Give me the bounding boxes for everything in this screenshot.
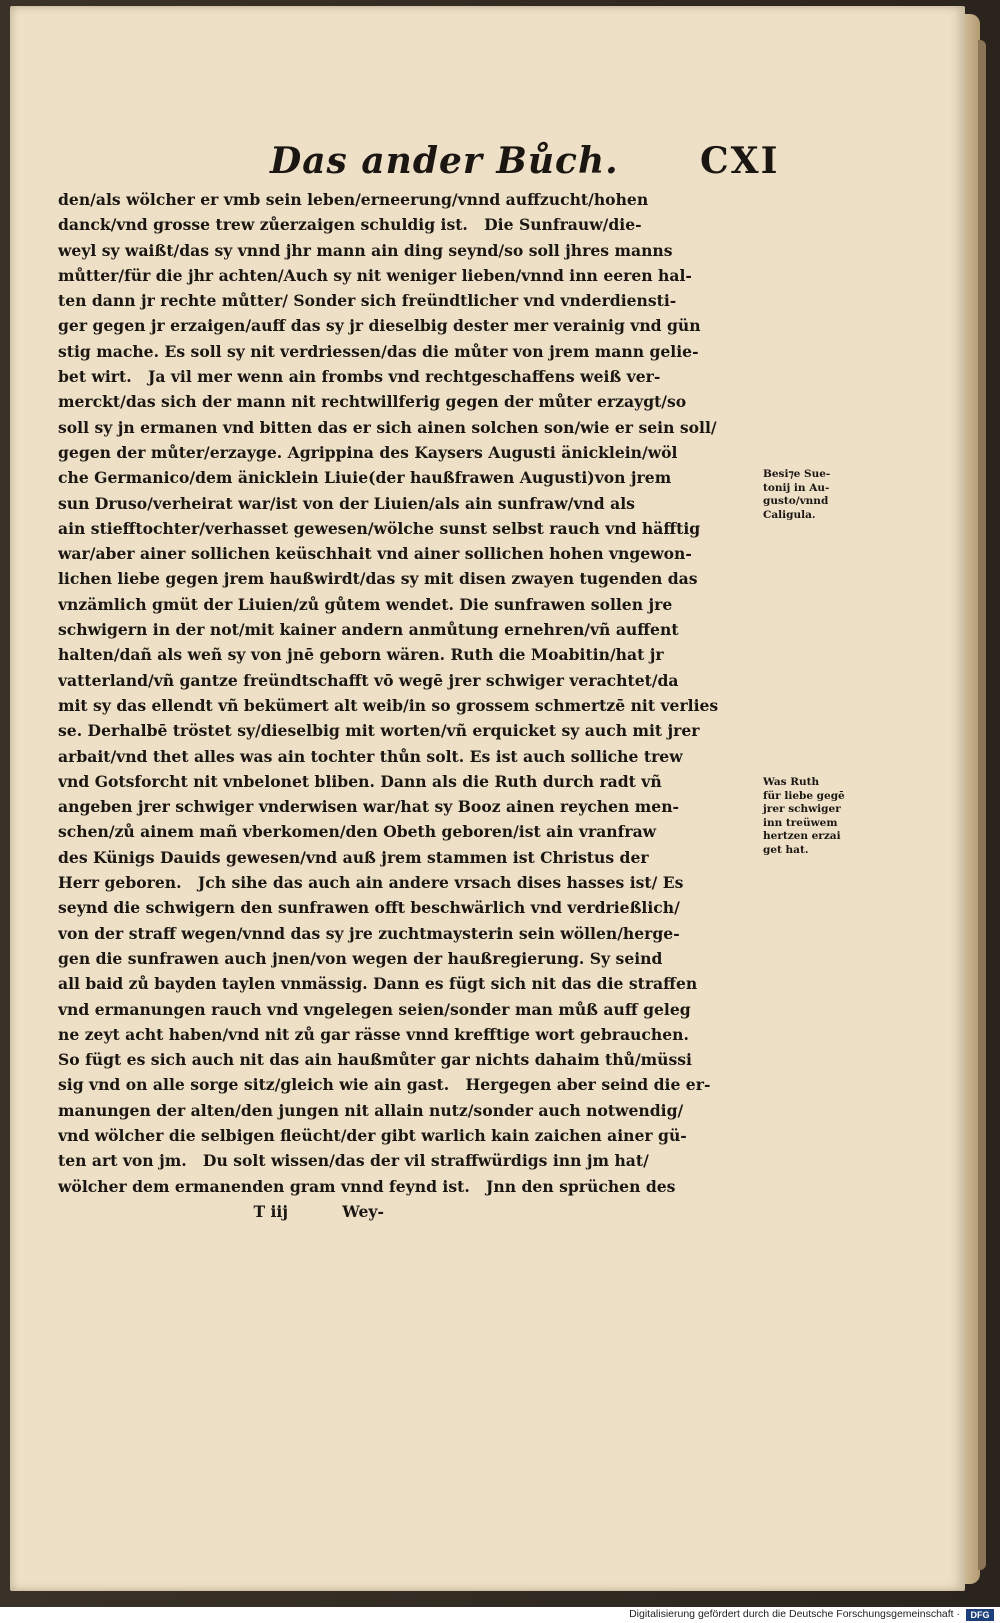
dfg-logo: DFG [966, 1609, 994, 1621]
text-line: seynd die schwigern den sunfrawen offt beschwärlich vnd verdrießlich/ [58, 898, 680, 918]
margin-note-line: gusto/vnnd [763, 495, 829, 507]
margin-note-line: get hat. [763, 843, 809, 856]
margin-note-line: jrer schwiger [763, 803, 841, 815]
text-line: arbait/vnd thet alles was ain tochter thůn solt. Es ist auch solliche trew [58, 746, 683, 766]
text-line: danck/vnd grosse trew zůerzaigen schuldig ist. Die Sunfrauw/die- [58, 215, 642, 235]
text-line: vatterland/vñ gantze freündtschafft vō wegē jrer schwiger verachtet/da [58, 670, 679, 690]
text-line: vnd ermanungen rauch vnd vngelegen seien/sonder man můß auff geleg [58, 999, 691, 1019]
text-line: den/als wölcher er vmb sein leben/erneerung/vnnd auffzucht/hohen [58, 190, 649, 209]
text-line: vnd Gotsforcht nit vnbelonet bliben. Dann als die Ruth durch radt vñ [58, 771, 662, 791]
margin-note-ruth [763, 776, 861, 857]
text-line: gen die sunfrawen auch jnen/von wegen der haußregierung. Sy seind [58, 948, 663, 968]
text-line: ne zeyt acht haben/vnd nit zů gar rässe vnnd krefftige wort gebrauchen. [58, 1024, 689, 1044]
text-line: ten dann jr rechte můtter/ Sonder sich freündtlicher vnd vnderdiensti- [58, 291, 677, 311]
margin-note-suetonius [763, 468, 861, 522]
text-line: T iij Wey- [58, 1201, 384, 1221]
margin-note-line: hertzen erzai [763, 830, 841, 842]
margin-note-line: tonij in Au- [763, 481, 830, 494]
text-line: von der straff wegen/vnnd das sy jre zuchtmaysterin sein wöllen/herge- [58, 923, 680, 943]
text-line: se. Derhalbē tröstet sy/dieselbig mit worten/vñ erquicket sy auch mit jrer [58, 721, 700, 741]
text-line: mit sy das ellendt vñ bekümert alt weib/in so grossem schmertzē nit verlies [58, 695, 719, 715]
text-line: all baid zů bayden taylen vnmässig. Dann es fügt sich nit das die straffen [58, 974, 698, 994]
text-line: merckt/das sich der mann nit rechtwillferig gegen der můter erzaygt/so [58, 392, 687, 412]
text-line: halten/dañ als weñ sy von jnē geborn wären. Ruth die Moabitin/hat jr [58, 645, 664, 665]
text-line: angeben jrer schwiger vnderwisen war/hat sy Booz ainen reychen men- [58, 797, 680, 817]
text-line: ger gegen jr erzaigen/auff das sy jr dieselbig dester mer verainig vnd gün [58, 316, 701, 336]
text-line: lichen liebe gegen jrem haußwirdt/das sy mit disen zwayen tugenden das [58, 569, 698, 589]
text-line: So fügt es sich auch nit das ain haußmůter gar nichts dahaim thů/müssi [58, 1050, 692, 1070]
text-line: soll sy jn ermanen vnd bitten das er sich ainen solchen son/wie er sein soll/ [58, 417, 717, 437]
body-text [58, 187, 770, 1224]
text-line: můtter/für die jhr achten/Auch sy nit weniger lieben/vnnd inn eeren hal- [58, 265, 692, 285]
margin-note-line: für liebe gegē [763, 789, 845, 802]
text-line: Herr geboren. Jch sihe das auch ain andere vrsach dises hasses ist/ Es [58, 873, 684, 893]
text-line: des Künigs Dauids gewesen/vnd auß jrem stammen ist Christus der [58, 847, 649, 867]
margin-note-line: Was Ruth [763, 776, 820, 788]
text-line: wölcher dem ermanenden gram vnnd feynd ist. Jnn den sprüchen des [58, 1176, 676, 1196]
margin-note-line: Caligula. [763, 508, 816, 521]
text-line: che Germanico/dem änicklein Liuie(der haußfrawen Augusti)von jrem [58, 468, 672, 488]
text-line: sig vnd on alle sorge sitz/gleich wie ain gast. Hergegen aber seind die er- [58, 1075, 711, 1095]
text-line: vnd wölcher die selbigen fleücht/der gibt warlich kain zaichen ainer gü- [58, 1125, 687, 1145]
text-line: stig mache. Es soll sy nit verdriessen/das die můter von jrem mann gelie- [58, 341, 699, 361]
margin-note-line: Besi⁊e Sue- [763, 468, 831, 480]
page-edge-shadow [978, 40, 986, 1570]
text-line: bet wirt. Ja vil mer wenn ain frombs vnd rechtgeschaffens weiß ver- [58, 367, 661, 387]
text-line: weyl sy waißt/das sy vnnd jhr mann ain ding seynd/so soll jhres manns [58, 240, 673, 260]
text-line: ain stiefftochter/verhasset gewesen/wölche sunst selbst rauch vnd häfftig [58, 518, 701, 538]
text-line: schen/zů ainem mañ vberkomen/den Obeth geboren/ist ain vranfraw [58, 822, 657, 842]
folio-number: CXI [700, 140, 780, 182]
text-line: gegen der můter/erzayge. Agrippina des Kaysers Augusti änicklein/wöl [58, 442, 678, 462]
text-line: vnzämlich gmüt der Liuien/zů gůtem wendet. Die sunfrawen sollen jre [58, 594, 673, 614]
text-line: sun Druso/verheirat war/ist von der Liuien/als ain sunfraw/vnd als [58, 493, 635, 513]
text-line: manungen der alten/den jungen nit allain nutz/sonder auch notwendig/ [58, 1100, 684, 1120]
running-header-title: Das ander Bůch. [270, 140, 619, 182]
text-line: ten art von jm. Du solt wissen/das der vil straffwürdigs inn jm hat/ [58, 1151, 649, 1171]
margin-note-line: inn treüwem [763, 816, 838, 829]
text-line: war/aber ainer sollichen keüschhait vnd ainer sollichen hohen vngewon- [58, 544, 692, 564]
text-line: schwigern in der not/mit kainer andern anmůtung ernehren/vñ auffent [58, 620, 679, 640]
footer-credit: Digitalisierung gefördert durch die Deutsche Forschungsgemeinschaft · [629, 1608, 960, 1620]
